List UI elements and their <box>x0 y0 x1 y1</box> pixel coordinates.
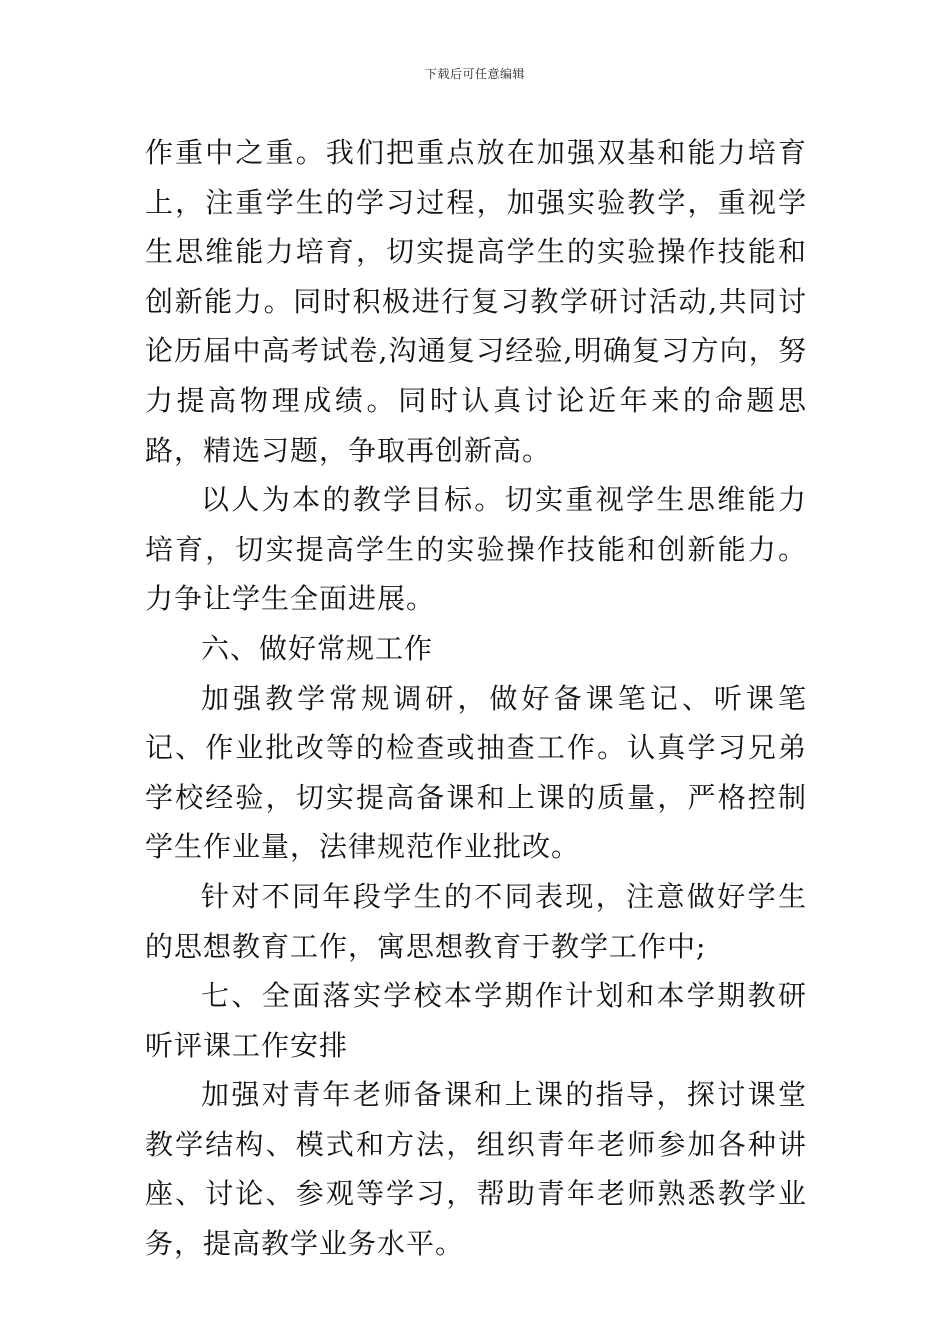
page-header: 下载后可任意编辑 <box>424 67 525 81</box>
paragraph-3: 加强教学常规调研，做好备课笔记、听课笔记、作业批改等的检查或抽查工作。认真学习兄弟学校经验，切实提高备课和上课的质量，严格控制学生作业量，法律规范作业批改。 <box>145 681 807 864</box>
paragraph-5: 加强对青年老师备课和上课的指导，探讨课堂教学结构、模式和方法，组织青年老师参加各种讲座、讨论、参观等学习，帮助青年老师熟悉教学业务，提高教学业务水平。 <box>145 1078 807 1261</box>
section-heading-6: 六、做好常规工作 <box>201 631 434 665</box>
section-heading-7: 七、全面落实学校本学期作计划和本学期教研听评课工作安排 <box>145 979 807 1062</box>
paragraph-1: 作重中之重。我们把重点放在加强双基和能力培育上，注重学生的学习过程，加强实验教学，重视学生思维能力培育，切实提高学生的实验操作技能和创新能力。同时积极进行复习教学研讨活动,共同讨论历届中高考试卷,沟通复习经验,明确复习方向，努力提高物理成绩。同时认真讨论近年来的命题思路，精选习题，争取再创新高。 <box>145 136 807 467</box>
paragraph-4: 针对不同年段学生的不同表现，注意做好学生的思想教育工作，寓思想教育于教学工作中; <box>145 879 807 963</box>
document-body <box>145 128 807 1269</box>
paragraph-2: 以人为本的教学目标。切实重视学生思维能力培育，切实提高学生的实验操作技能和创新能力。力争让学生全面进展。 <box>145 483 807 616</box>
